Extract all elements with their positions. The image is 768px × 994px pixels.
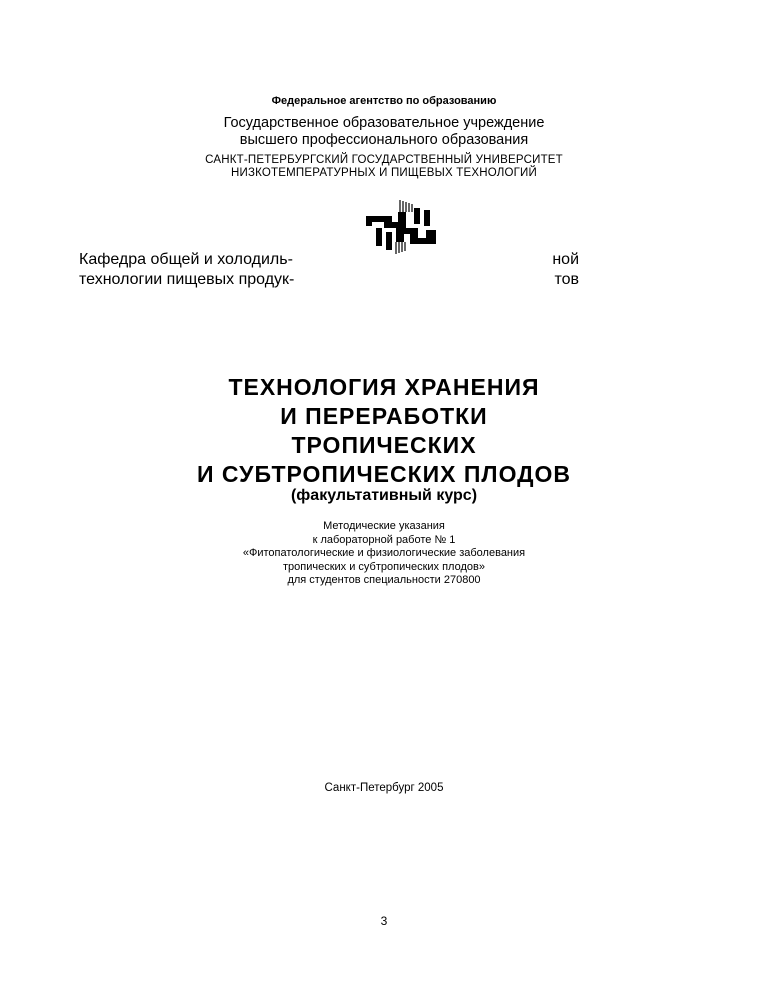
institution-name: [0, 115, 768, 149]
title-line: ТРОПИЧЕСКИХ: [291, 432, 477, 458]
document-title: [0, 373, 768, 489]
guidelines-description: [0, 520, 768, 588]
university-line: НИЗКОТЕМПЕРАТУРНЫХ И ПИЩЕВЫХ ТЕХНОЛОГИЙ: [231, 167, 537, 179]
department-line: тов: [554, 271, 579, 288]
department-line: технологии пищевых продук-: [79, 271, 295, 288]
guidelines-line: «Фитопатологические и физиологические заболевания: [242, 547, 526, 559]
title-line: И СУБТРОПИЧЕСКИХ ПЛОДОВ: [196, 461, 572, 487]
institution-line: Государственное образовательное учреждение: [223, 115, 545, 131]
university-line: САНКТ-ПЕТЕРБУРГСКИЙ ГОСУДАРСТВЕННЫЙ УНИВЕРСИТЕТ: [205, 154, 563, 166]
guidelines-line: тропических и субтропических плодов»: [283, 560, 485, 573]
department-line: Кафедра общей и холодиль-: [79, 251, 293, 268]
title-line: И ПЕРЕРАБОТКИ: [280, 403, 488, 429]
department-name-left: [79, 250, 294, 290]
document-subtitle: (факультативный курс): [290, 487, 478, 504]
university-emblem-icon: [362, 198, 440, 256]
guidelines-line: к лабораторной работе № 1: [312, 533, 456, 546]
university-name: [0, 154, 768, 180]
agency-name: Федеральное агентство по образованию: [271, 95, 497, 107]
title-line: ТЕХНОЛОГИЯ ХРАНЕНИЯ: [228, 374, 540, 400]
department-name-right: [535, 250, 579, 290]
page-number: 3: [380, 914, 388, 928]
institution-line: высшего профессионального образования: [239, 132, 529, 148]
city-year: Санкт-Петербург 2005: [324, 782, 444, 794]
department-line: ной: [552, 251, 579, 268]
guidelines-line: для студентов специальности 270800: [287, 574, 481, 586]
guidelines-line: Методические указания: [323, 520, 445, 532]
